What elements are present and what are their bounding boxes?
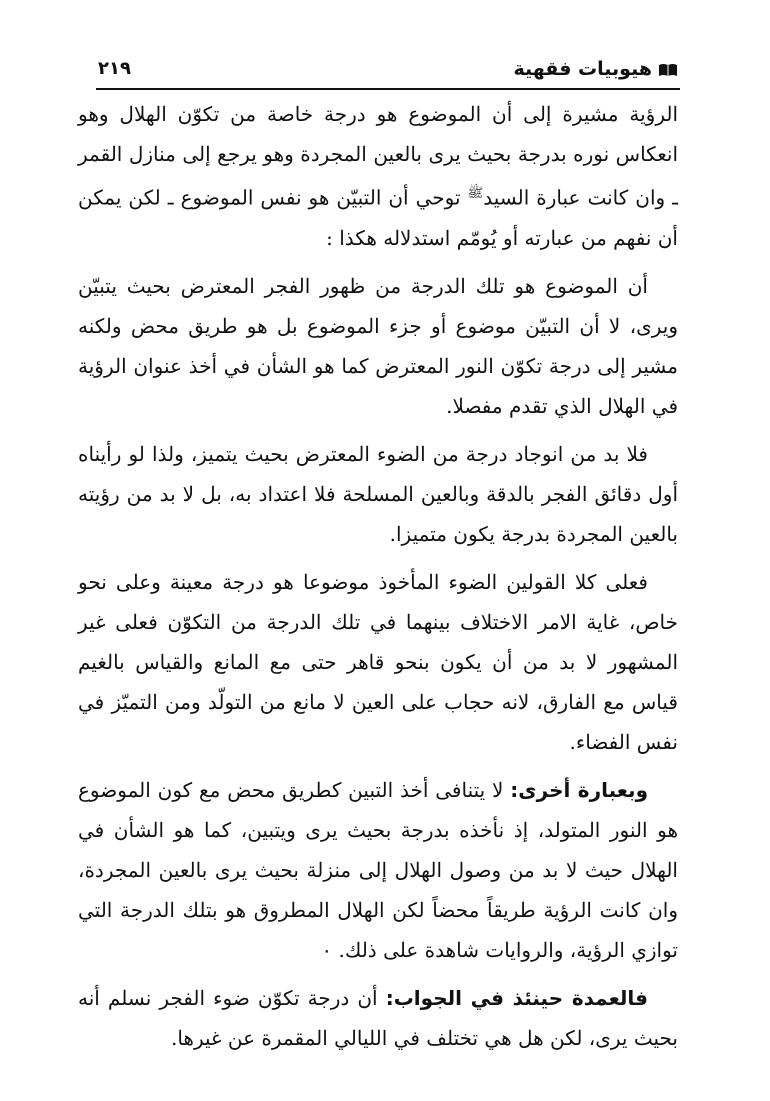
paragraph-1-line-4: أو يُومّم استدلاله هكذا : xyxy=(326,225,519,250)
header-divider xyxy=(96,88,680,90)
paragraph-6-lead: فالعمدة حينئذ في الجواب: xyxy=(385,985,648,1010)
paragraph-1 xyxy=(78,94,678,258)
book-icon xyxy=(658,61,678,77)
page-number: ٢١٩ xyxy=(98,58,131,79)
paragraph-5-text: لا يتنافى أخذ التبين كطريق محض مع كون الموضوع هو النور المتولد، إذ نأخذه بدرجة بحيث يرى ويتبين، كما هو الشأن في الهلال حيث لا بد من وصول الهلال إلى منزلة بحيث يرى بالعين المجردة، وان كانت الرؤية طريقاً محضاً لكن الهلال المطروق هو بتلك الدرجة التي توازي الرؤية، والروايات شاهدة على ذلك. ٠ xyxy=(78,777,678,962)
honorific-ligature: ﷺ xyxy=(467,186,484,201)
body-text xyxy=(78,94,678,1058)
paragraph-5-lead: وبعبارة أخرى: xyxy=(510,777,648,802)
paragraph-1-line-3a: عبارة السيد xyxy=(483,185,581,210)
running-title-text: هيوبيات فقهية xyxy=(513,58,652,80)
paragraph-2: أن الموضوع هو تلك الدرجة من ظهور الفجر المعترض بحيث يتبيّن ويرى، لا أن التبيّن موضوع أو جزء الموضوع بل هو طريق محض ولكنه مشير إلى درجة تكوّن النور المعترض كما هو الشأن في أخذ عنوان الرؤية في الهلال الذي تقدم مفصلا. xyxy=(78,273,678,418)
paragraph-1-line-3b: توحي أن التبيّن هو نفس الموضوع ـ لكن يمكن أن نفهم من عبارته xyxy=(78,185,678,250)
page-header xyxy=(98,56,678,86)
paragraph-1-line-1: الرؤية مشيرة إلى أن الموضوع هو درجة خاصة من تكوّن الهلال وهو انعكاس xyxy=(78,102,678,166)
paragraph-5 xyxy=(78,770,678,970)
paragraph-6 xyxy=(78,978,678,1058)
paragraph-6-text: أن درجة تكوّن ضوء الفجر نسلم أنه بحيث يرى، لكن هل هي تختلف في الليالي المقمرة عن غيرها. xyxy=(78,985,678,1050)
paragraph-1-line-2: نوره بدرجة بحيث يرى بالعين المجردة وهو يرجع إلى منازل القمر ـ وان كانت xyxy=(78,142,679,210)
paragraph-4: فعلى كلا القولين الضوء المأخوذ موضوعا هو درجة معينة وعلى نحو خاص، غاية الامر الاختلاف بينهما في تلك الدرجة من التكوّن فعلى غير المشهور لا بد من أن يكون بنحو قاهر حتى مع المانع والقياس بالغيم قياس مع الفارق، لانه حجاب على العين لا مانع من التولّد ومن التميّز في نفس الفضاء. xyxy=(78,569,678,754)
paragraph-3: فلا بد من انوجاد درجة من الضوء المعترض بحيث يتميز، ولذا لو رأيناه أول دقائق الفجر بالدقة وبالعين المسلحة فلا اعتداد به، بل لا بد من رؤيته بالعين المجردة بدرجة يكون متميزا. xyxy=(78,441,679,546)
running-title xyxy=(513,58,678,80)
